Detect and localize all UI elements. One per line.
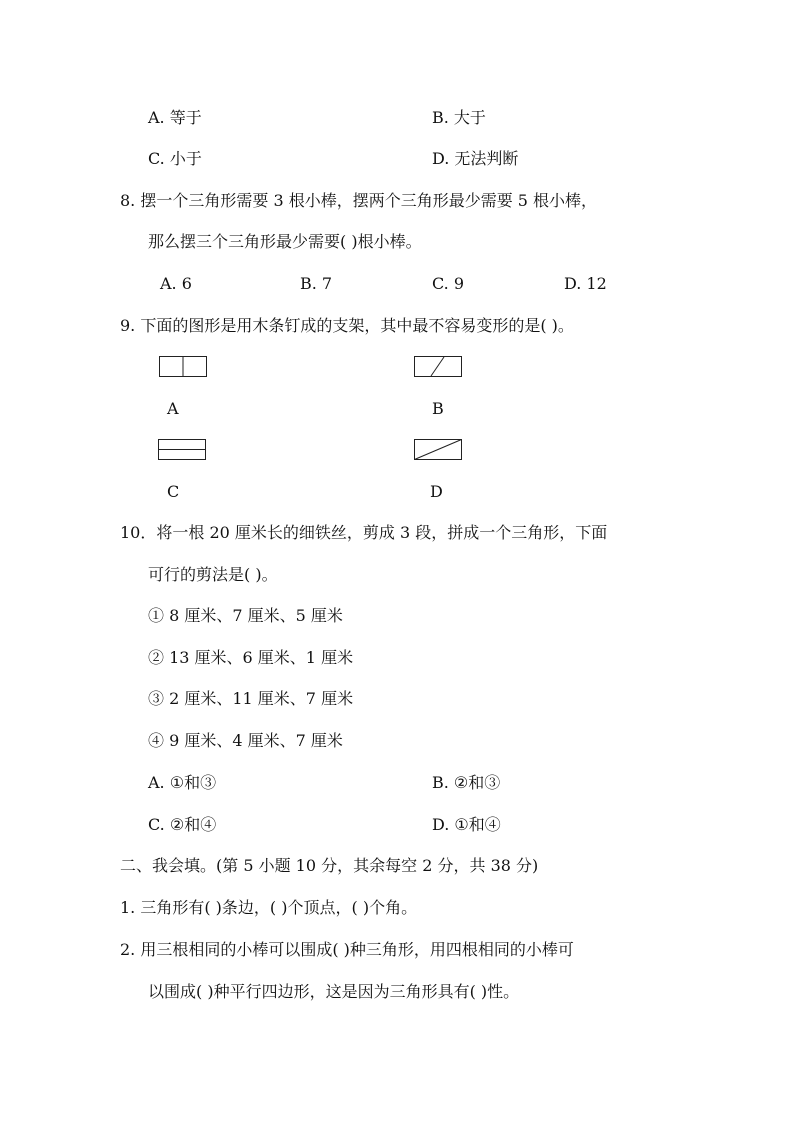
q10-stem-line1: 10．将一根 20 厘米长的细铁丝，剪成 3 段，拼成一个三角形，下面 (120, 523, 608, 542)
q10-item-3: ③ 2 厘米、11 厘米、7 厘米 (148, 689, 354, 708)
q8-option-c: C. 9 (432, 274, 465, 293)
q7-option-a: A. 等于 (148, 108, 202, 127)
frame-c-label: C (167, 482, 180, 501)
fill-q2-line1: 2. 用三根相同的小棒可以围成( )种三角形，用四根相同的小棒可 (120, 940, 574, 959)
q8-option-b: B. 7 (300, 274, 333, 293)
frame-a-figure (159, 356, 207, 378)
q10-stem-line2: 可行的剪法是( )。 (148, 565, 278, 584)
q10-option-c: C. ②和④ (148, 815, 217, 834)
section-2-heading: 二、我会填。(第 5 小题 10 分，其余每空 2 分，共 38 分) (120, 856, 539, 875)
q10-item-2: ② 13 厘米、6 厘米、1 厘米 (148, 648, 354, 667)
q10-option-d: D. ①和④ (432, 815, 501, 834)
frame-a-label: A (167, 399, 179, 418)
q10-item-4: ④ 9 厘米、4 厘米、7 厘米 (148, 731, 343, 750)
q8-stem-line2: 那么摆三个三角形最少需要( )根小棒。 (148, 232, 422, 251)
q10-item-1: ① 8 厘米、7 厘米、5 厘米 (148, 606, 343, 625)
fill-q2-line2: 以围成( )种平行四边形，这是因为三角形具有( )性。 (148, 982, 520, 1001)
q10-option-b: B. ②和③ (432, 773, 501, 792)
frame-b-figure (414, 356, 462, 378)
q10-option-a: A. ①和③ (148, 773, 217, 792)
q9-stem: 9. 下面的图形是用木条钉成的支架，其中最不容易变形的是( )。 (120, 316, 574, 335)
frame-b-label: B (432, 399, 444, 418)
q8-stem-line1: 8. 摆一个三角形需要 3 根小棒，摆两个三角形最少需要 5 根小棒， (120, 191, 598, 210)
q8-option-a: A. 6 (160, 274, 192, 293)
frame-d-figure (414, 439, 462, 461)
frame-c-figure (158, 439, 206, 461)
q7-option-c: C. 小于 (148, 149, 202, 168)
frame-d-label: D (430, 482, 443, 501)
fill-q1: 1. 三角形有( )条边，( )个顶点，( )个角。 (120, 898, 418, 917)
q8-option-d: D. 12 (564, 274, 607, 293)
q7-option-b: B. 大于 (432, 108, 486, 127)
q7-option-d: D. 无法判断 (432, 149, 519, 168)
